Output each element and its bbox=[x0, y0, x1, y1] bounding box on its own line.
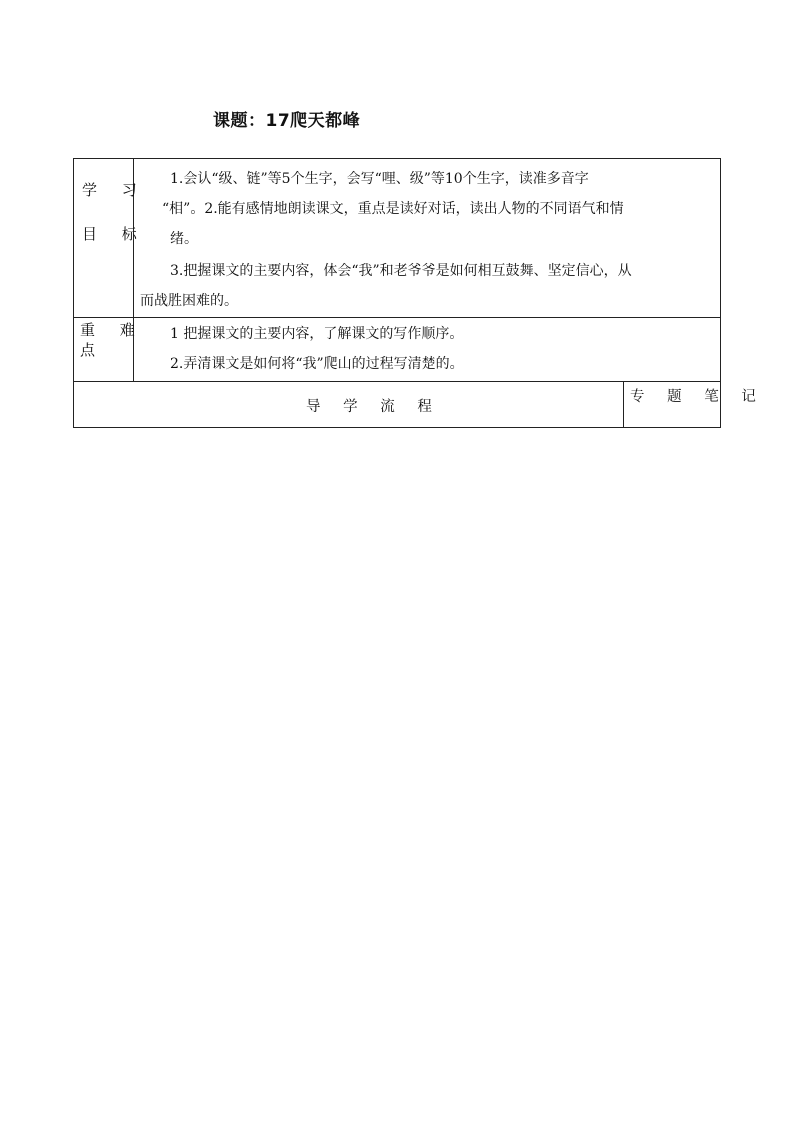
page-title: 课题：17爬天都峰 bbox=[213, 111, 361, 131]
flow-label-cell bbox=[74, 382, 623, 427]
objectives-content-cell bbox=[134, 159, 720, 317]
notes-label: 专 题 笔 记 bbox=[630, 389, 765, 405]
objectives-label-cell bbox=[74, 159, 147, 317]
keypoints-line: 1 把握课文的主要内容，了解课文的写作顺序。 bbox=[170, 326, 464, 342]
flow-label: 导 学 流 程 bbox=[306, 399, 441, 415]
objectives-label-line1: 学 习 bbox=[82, 181, 147, 199]
keypoints-label-line2: 点 bbox=[80, 341, 106, 359]
objectives-label-line2: 目 标 bbox=[82, 225, 147, 243]
objectives-line: 绪。 bbox=[170, 231, 198, 247]
lesson-plan-table bbox=[73, 158, 765, 428]
keypoints-line: 2.弄清课文是如何将“我”爬山的过程写清楚的。 bbox=[170, 356, 464, 372]
objectives-line: “相”。2.能有感情地朗读课文，重点是读好对话，读出人物的不同语气和情 bbox=[162, 201, 624, 217]
notes-label-cell bbox=[624, 382, 765, 427]
keypoints-label-cell bbox=[74, 317, 145, 381]
keypoints-label-line1: 重 难 bbox=[80, 321, 145, 339]
objectives-line: 而战胜困难的。 bbox=[140, 293, 238, 309]
objectives-line: 1.会认“级、链”等5个生字，会写“哩、级”等10个生字，读准多音字 bbox=[170, 171, 589, 187]
keypoints-content-cell bbox=[134, 317, 720, 381]
objectives-line: 3.把握课文的主要内容，体会“我”和老爷爷是如何相互鼓舞、坚定信心，从 bbox=[170, 263, 632, 279]
